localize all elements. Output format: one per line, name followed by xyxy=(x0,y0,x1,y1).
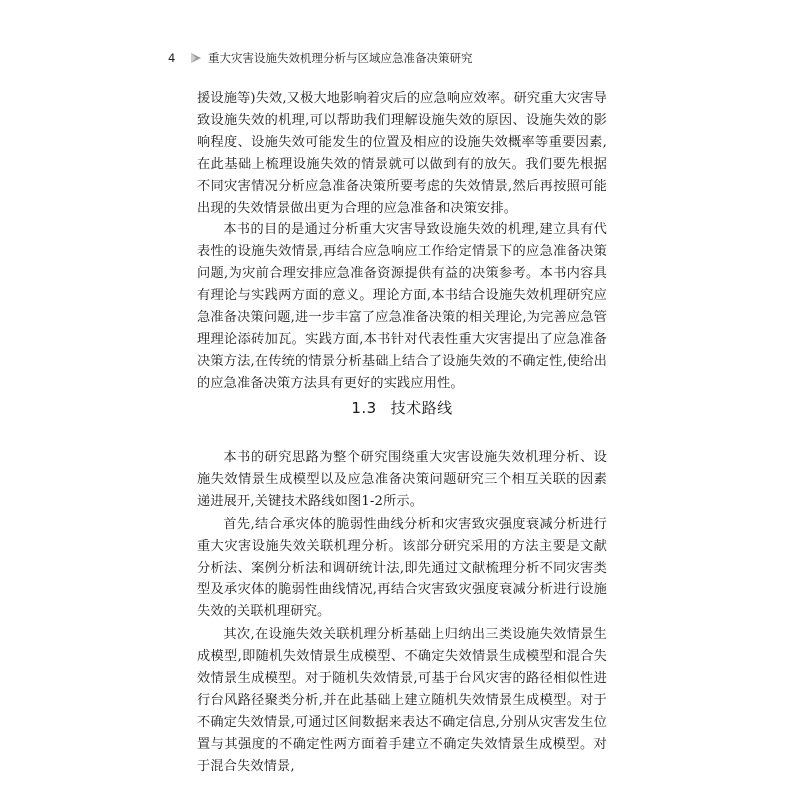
paragraph: 本书的目的是通过分析重大灾害导致设施失效的机理,建立具有代表性的设施失效情景,再结合应急响应工作给定情景下的应急准备决策问题,为灾前合理安排应急准备资源提供有益的决策参考。本书内容具有理论与实践两方面的意义。理论方面,本书结合设施失效机理研究应急准备决策问题,进一步丰富了应急准备决策的相关理论,为完善应急管理理论添砖加瓦。实践方面,本书针对代表性重大灾害提出了应急准备决策方法,在传统的情景分析基础上结合了设施失效的不确定性,使给出的应急准备决策方法具有更好的实践应用性。 xyxy=(197,222,607,391)
paragraph: 援设施等)失效,又极大地影响着灾后的应急响应效率。研究重大灾害导致设施失效的机理,可以帮助我们理解设施失效的原因、设施失效的影响程度、设施失效可能发生的位置及相应的设施失效概率等重要因素,在此基础上梳理设施失效的情景就可以做到有的放矢。我们要先根据不同灾害情况分析应急准备决策所要考虑的失效情景,然后再按照可能出现的失效情景做出更为合理的应急准备和决策安排。 xyxy=(197,91,607,216)
section-number: 1.3 xyxy=(351,399,377,417)
section-heading xyxy=(197,397,607,418)
body-text-section xyxy=(197,447,607,779)
running-head-title: 重大灾害设施失效机理分析与区域应急准备决策研究 xyxy=(208,51,473,65)
chapter-marker-icon xyxy=(190,51,204,65)
body-text-top xyxy=(197,88,607,395)
running-head xyxy=(168,50,648,66)
page-number: 4 xyxy=(168,51,176,65)
paragraph: 首先,结合承灾体的脆弱性曲线分析和灾害致灾强度衰减分析进行重大灾害设施失效关联机理分析。该部分研究采用的方法主要是文献分析法、案例分析法和调研统计法,即先通过文献梳理分析不同灾害类型及承灾体的脆弱性曲线情况,再结合灾害致灾强度衰减分析进行设施失效的关联机理研究。 xyxy=(197,516,607,620)
section-title: 技术路线 xyxy=(390,399,453,417)
paragraph: 本书的研究思路为整个研究围绕重大灾害设施失效机理分析、设施失效情景生成模型以及应急准备决策问题研究三个相互关联的因素递进展开,关键技术路线如图1-2所示。 xyxy=(197,450,607,509)
paragraph: 其次,在设施失效关联机理分析基础上归纳出三类设施失效情景生成模型,即随机失效情景生成模型、不确定失效情景生成模型和混合失效情景生成模型。对于随机失效情景,可基于台风灾害的路径相似性进行台风路径聚类分析,并在此基础上建立随机失效情景生成模型。对于不确定失效情景,可通过区间数据来表达不确定信息,分别从灾害发生位置与其强度的不确定性两方面着手建立不确定失效情景生成模型。对于混合失效情景, xyxy=(197,627,607,774)
